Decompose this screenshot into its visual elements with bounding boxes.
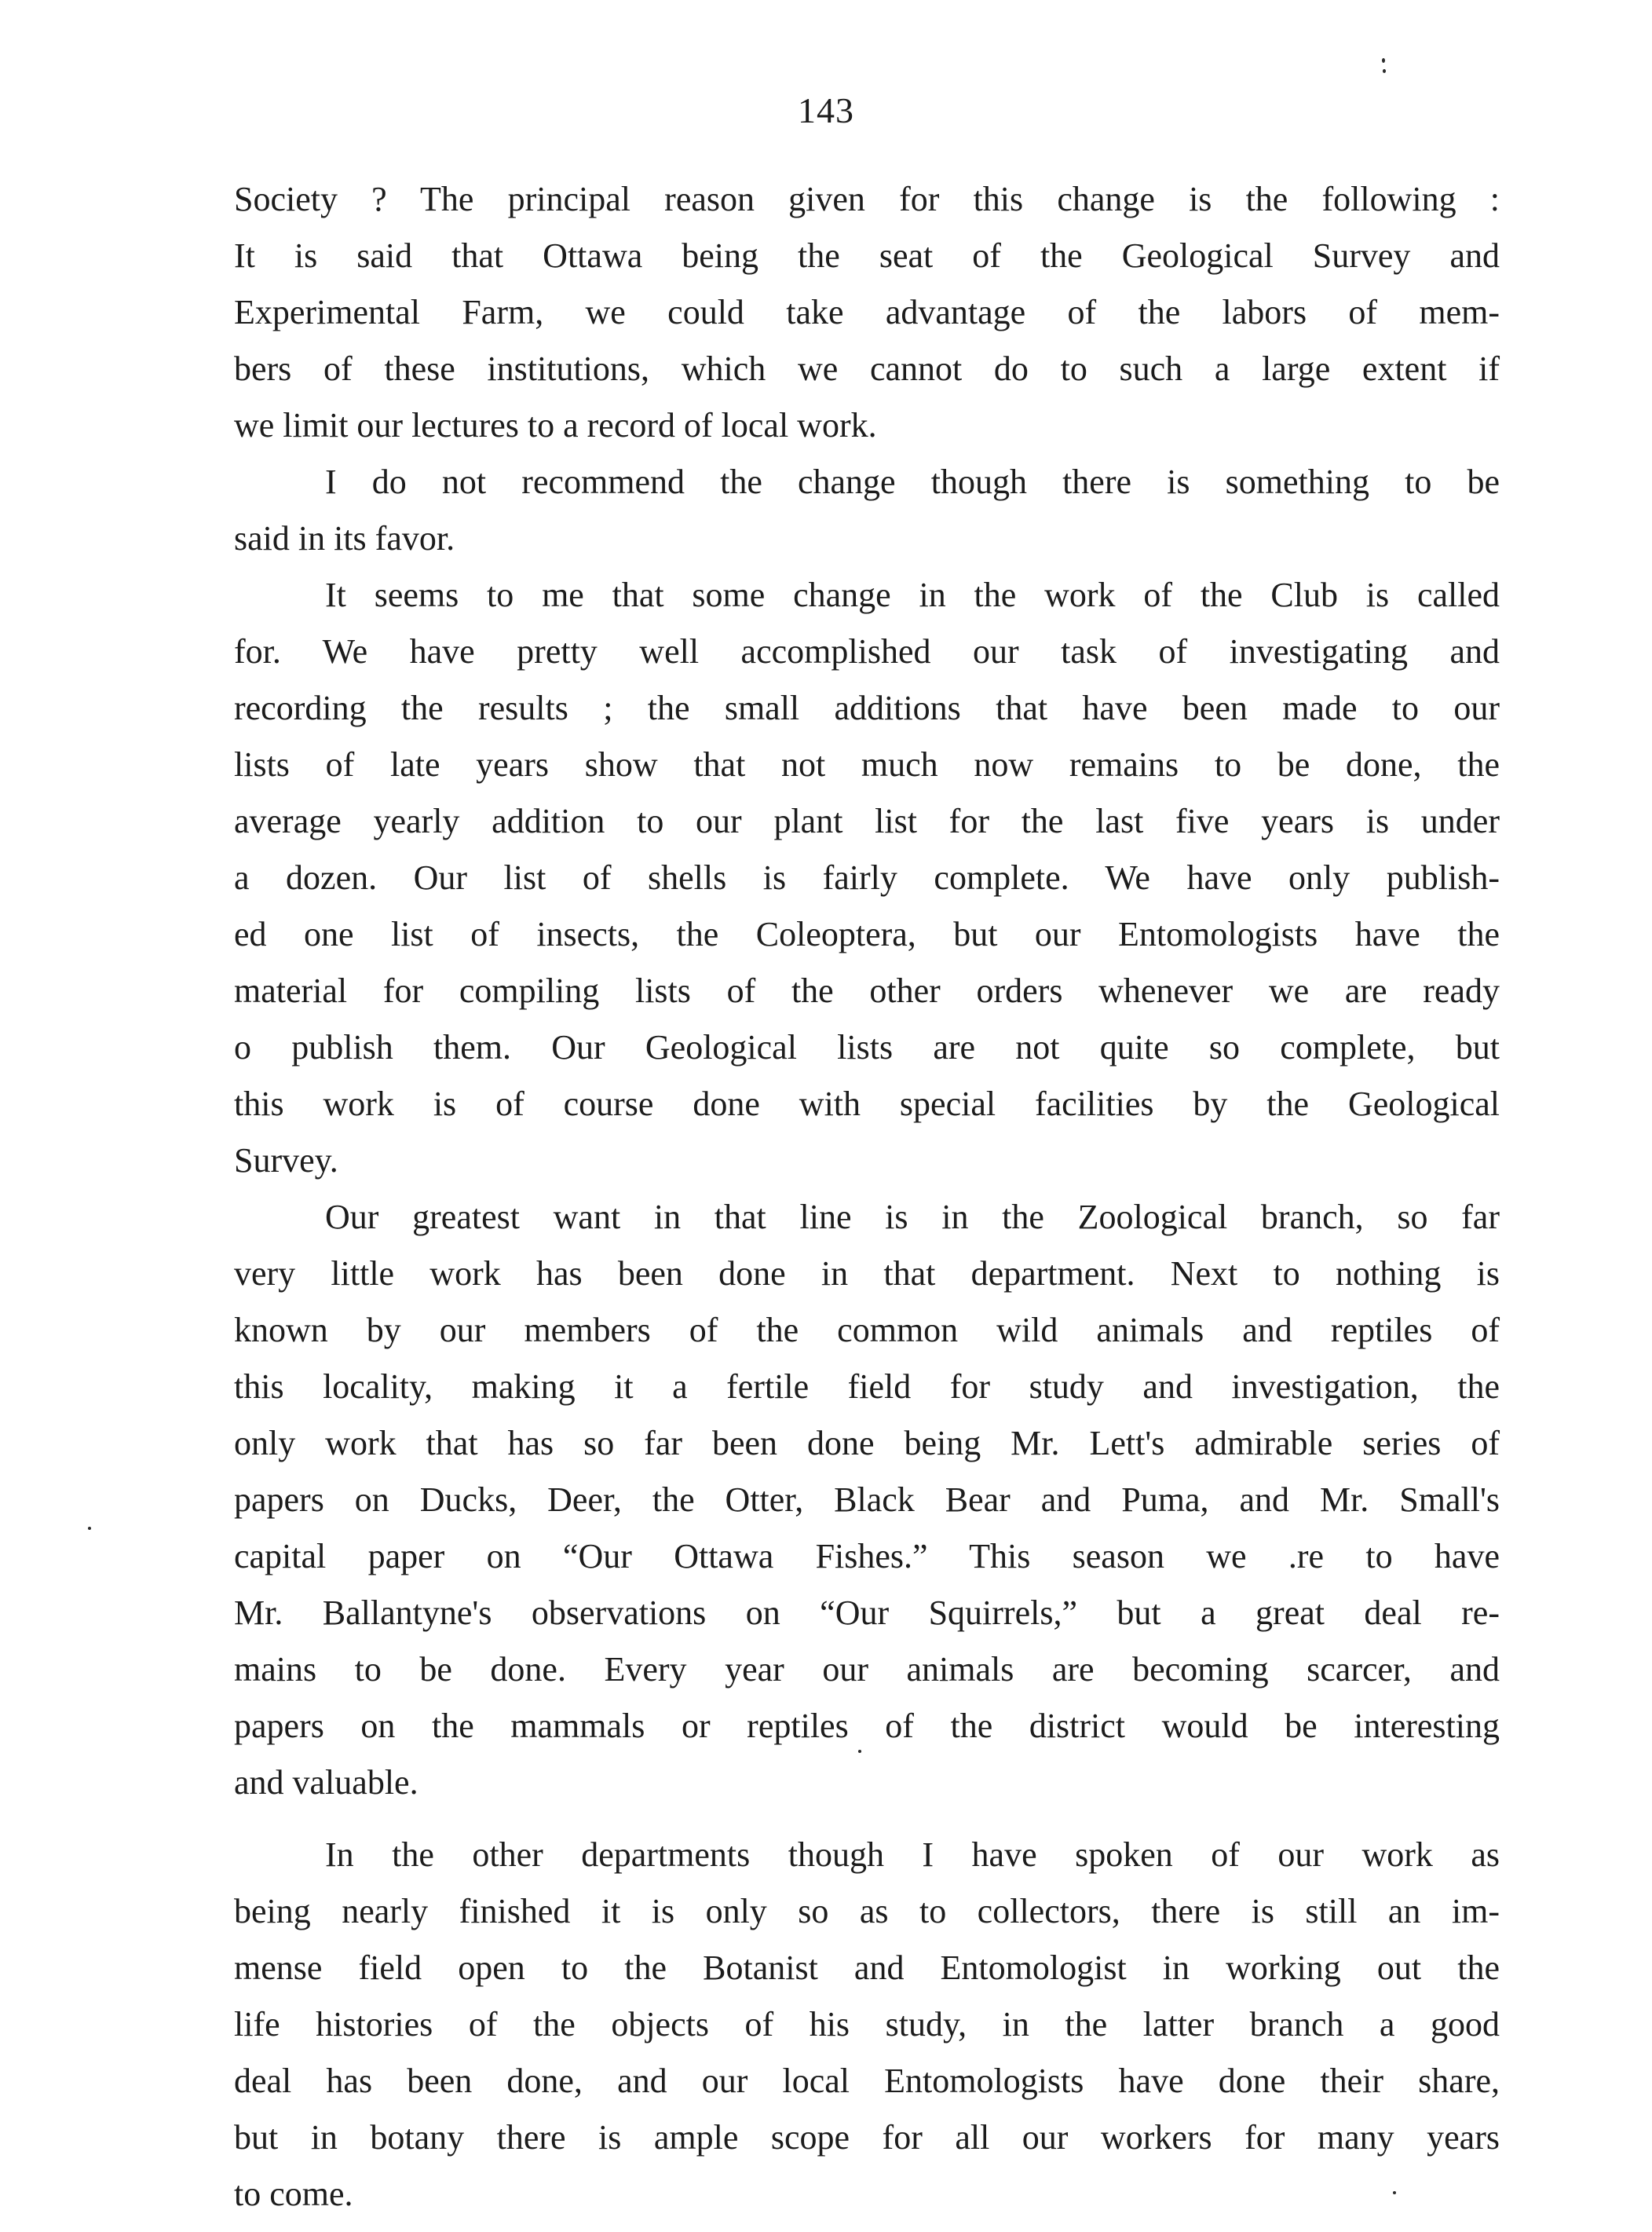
text-line: known by our members of the common wild animals and reptiles of (234, 1311, 1500, 1349)
scan-speck (88, 1527, 91, 1530)
text-line: Survey. (234, 1141, 338, 1180)
text-line: Mr. Ballantyne's observations on “Our Squirrels,” but a great deal re- (234, 1594, 1500, 1632)
text-line: for. We have pretty well accomplished our task of investigating and (234, 632, 1500, 671)
text-line: lists of late years show that not much now remains to be done, the (234, 745, 1500, 784)
text-line: I do not recommend the change though there is something to be (325, 463, 1500, 501)
text-line: life histories of the objects of his study, in the latter branch a good (234, 2005, 1500, 2044)
text-line: In the other departments though I have spoken of our work as (325, 1835, 1500, 1874)
text-line: a dozen. Our list of shells is fairly complete. We have only publish- (234, 858, 1500, 897)
text-line: being nearly finished it is only so as to collectors, there is still an im- (234, 1892, 1500, 1930)
text-line: we limit our lectures to a record of local work. (234, 406, 877, 445)
text-line: Our greatest want in that line is in the Zoological branch, so far (325, 1198, 1500, 1236)
text-line: papers on Ducks, Deer, the Otter, Black Bear and Puma, and Mr. Small's (234, 1480, 1500, 1519)
scan-speck (1382, 58, 1385, 63)
paragraph (234, 171, 1500, 454)
paragraph (234, 1827, 1500, 2223)
text-line: Society ? The principal reason given for this change is the following : (234, 180, 1500, 218)
body-text (234, 171, 1500, 2223)
text-line: It is said that Ottawa being the seat of the Geological Survey and (234, 236, 1500, 275)
text-line: very little work has been done in that department. Next to nothing is (234, 1254, 1500, 1293)
text-line: but in botany there is ample scope for all our workers for many years (234, 2118, 1500, 2157)
text-line: bers of these institutions, which we cannot do to such a large extent if (234, 349, 1500, 388)
paragraph (234, 454, 1500, 567)
text-line: material for compiling lists of the other orders whenever we are ready (234, 971, 1500, 1010)
text-line: o publish them. Our Geological lists are not quite so complete, but (234, 1028, 1500, 1067)
text-line: average yearly addition to our plant list for the last five years is under (234, 802, 1500, 840)
text-line: It seems to me that some change in the work of the Club is called (325, 576, 1500, 614)
paragraph (234, 567, 1500, 1189)
text-line: only work that has so far been done being Mr. Lett's admirable series of (234, 1424, 1500, 1462)
page-number: 143 (798, 90, 854, 130)
text-line: and valuable. (234, 1763, 418, 1802)
text-line: this work is of course done with special facilities by the Geological (234, 1085, 1500, 1123)
text-line: papers on the mammals or reptiles of the district would be interesting (234, 1707, 1500, 1745)
scan-speck (1383, 69, 1386, 73)
text-line: ed one list of insects, the Coleoptera, but our Entomologists have the (234, 915, 1500, 953)
paragraph (234, 1189, 1500, 1811)
text-line: mense field open to the Botanist and Entomologist in working out the (234, 1948, 1500, 1987)
text-line: this locality, making it a fertile field for study and investigation, the (234, 1367, 1500, 1406)
text-line: to come. (234, 2175, 353, 2213)
text-line: said in its favor. (234, 519, 455, 558)
text-line: deal has been done, and our local Entomologists have done their share, (234, 2062, 1500, 2100)
text-line: recording the results ; the small additions that have been made to our (234, 689, 1500, 727)
text-line: capital paper on “Our Ottawa Fishes.” This season we .re to have (234, 1537, 1500, 1575)
text-line: mains to be done. Every year our animals are becoming scarcer, and (234, 1650, 1500, 1689)
text-line: Experimental Farm, we could take advantage of the labors of mem- (234, 293, 1500, 331)
